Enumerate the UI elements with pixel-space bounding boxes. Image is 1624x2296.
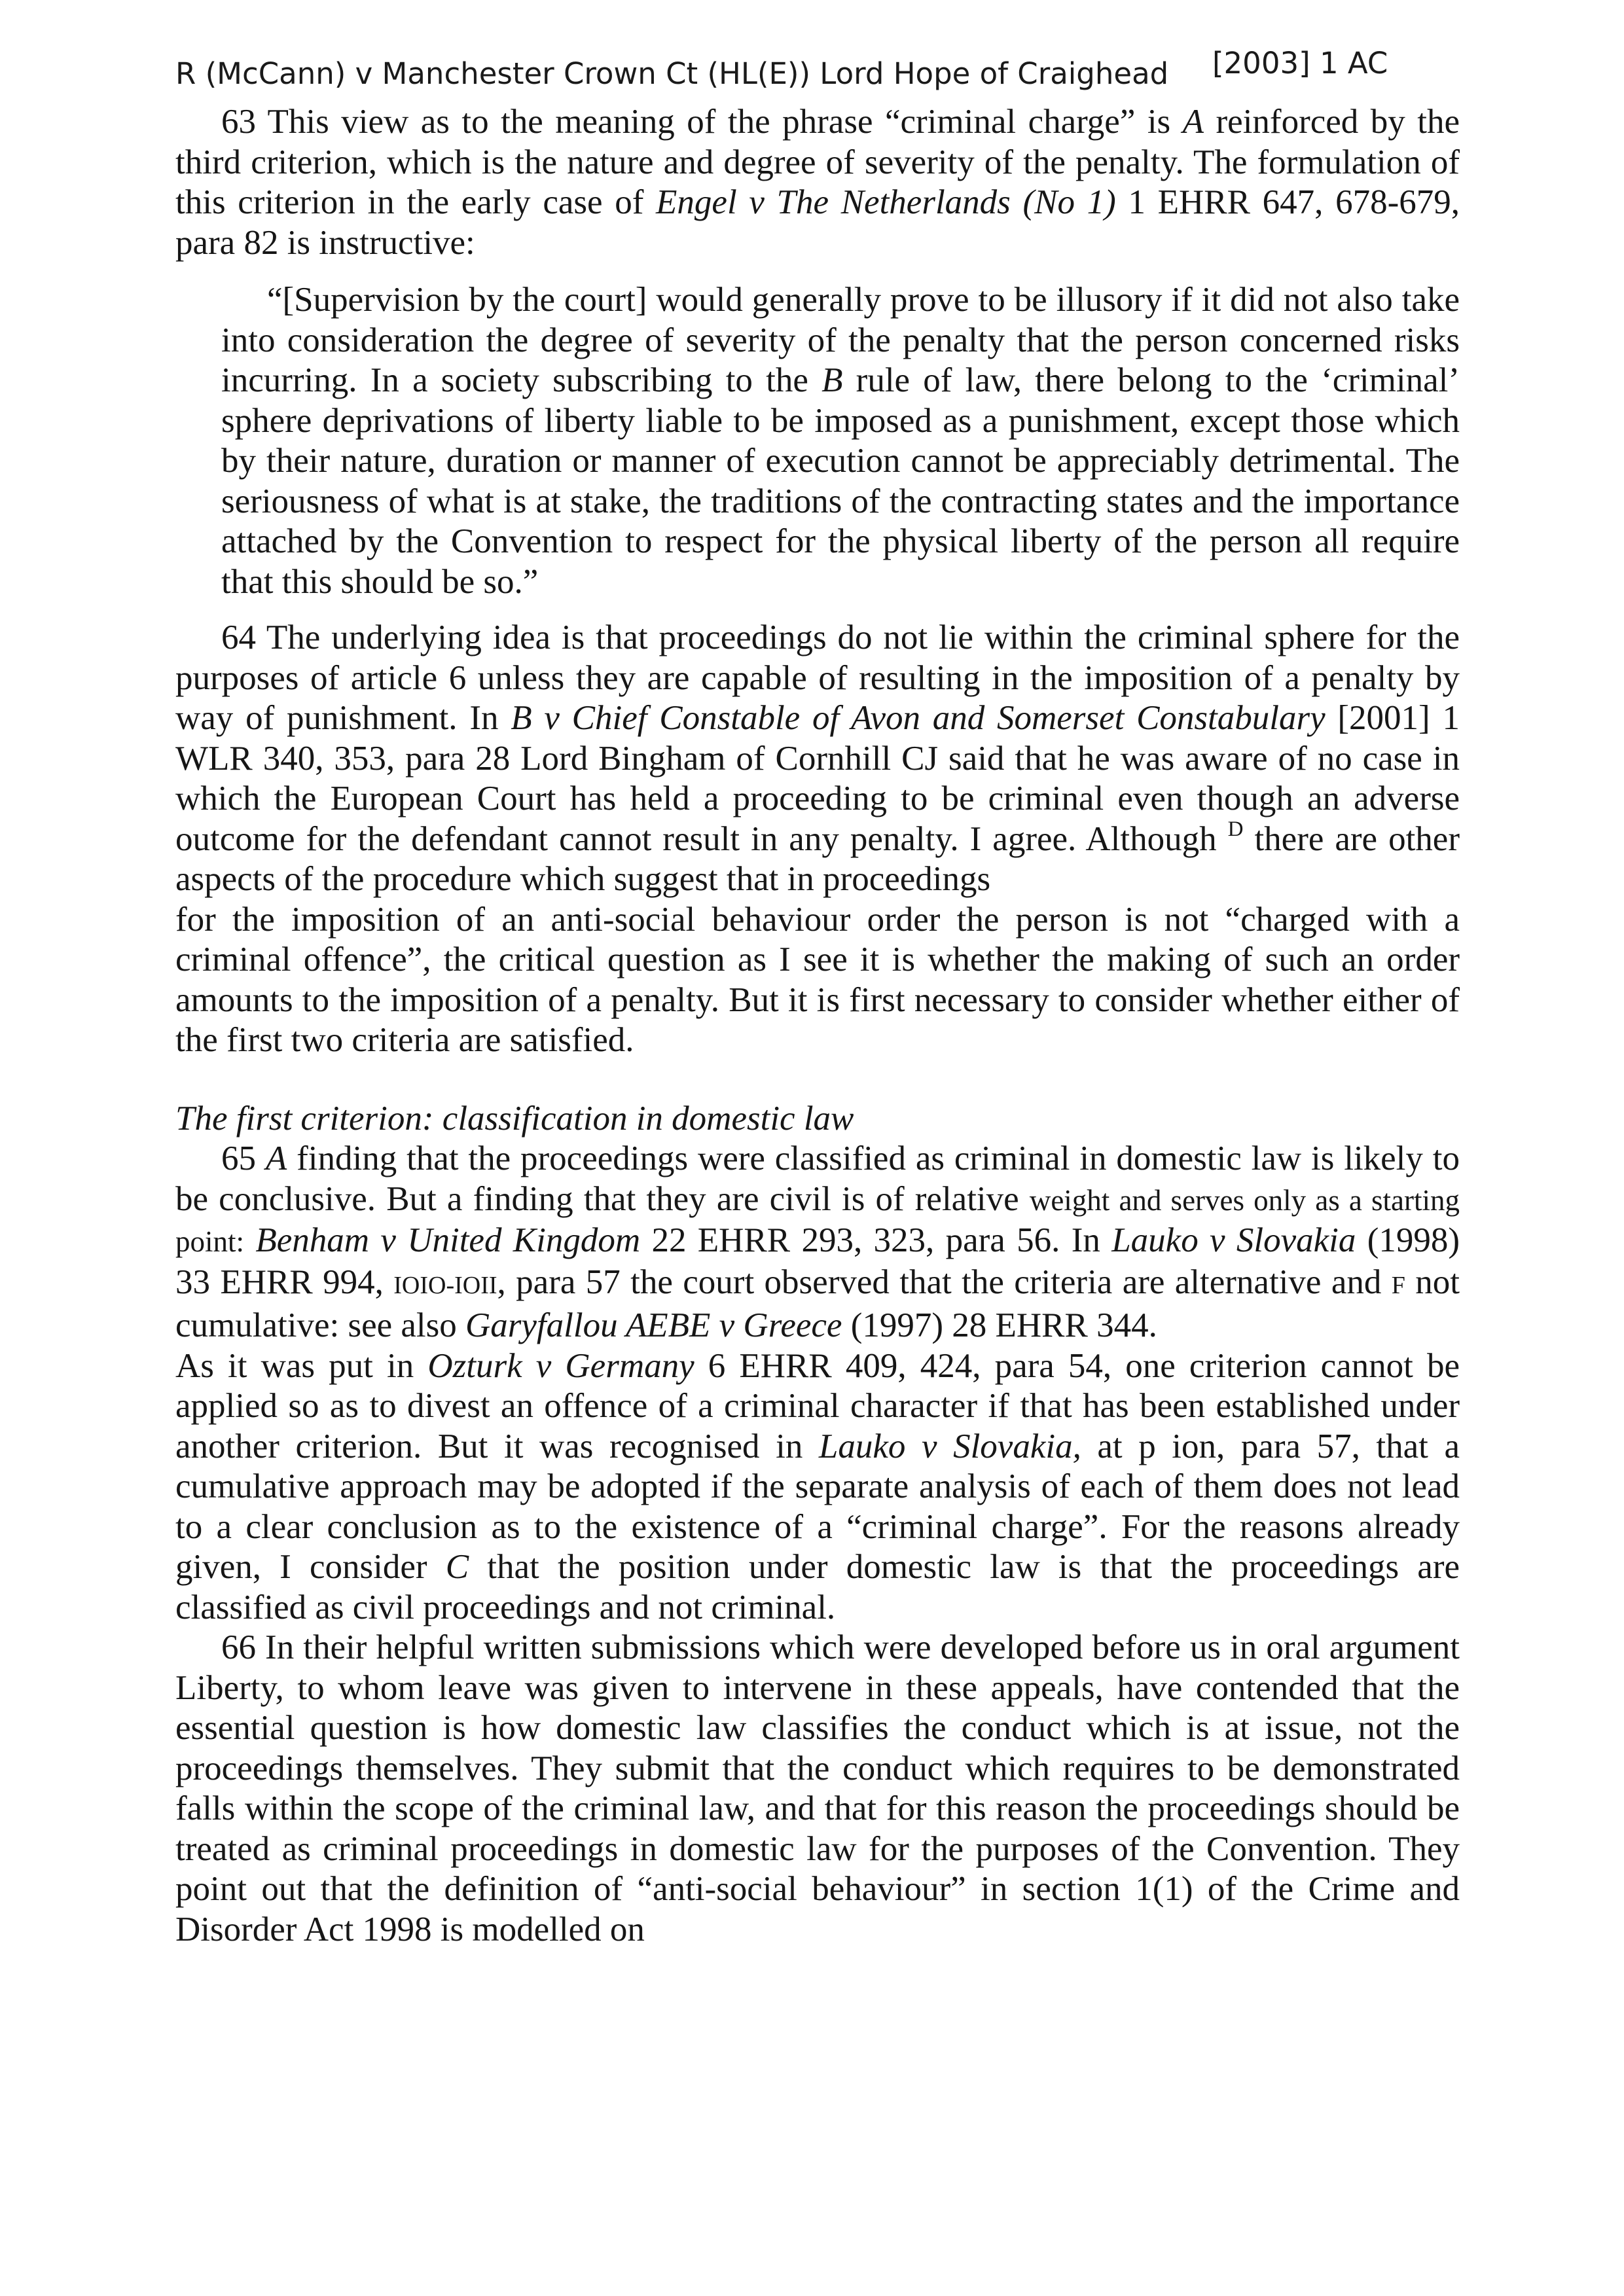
- italic-text-run: A: [1182, 103, 1204, 141]
- text-run: [2001] 1 WLR 340, 353, para 28 Lord Bingham of Cornhill CJ said that he was aware of no case in which the European Court has held a proceeding to be criminal even though an adverse outcome for the defendant cannot result in any penalty. I agree. Although: [175, 699, 1460, 858]
- italic-text-run: Garyfallou AEBE v Greece: [465, 1306, 842, 1344]
- text-run: weight and serves only as a starting point:: [175, 1183, 1460, 1258]
- italic-text-run: Lauko v Slovakia,: [818, 1427, 1081, 1465]
- case-citation-header: R (McCann) v Manchester Crown Ct (HL(E)) Lord Hope of Craighead: [175, 56, 1169, 91]
- margin-letter: D: [1227, 817, 1244, 841]
- paragraph-66: [175, 1628, 1460, 1950]
- italic-text-run: A: [265, 1139, 287, 1177]
- text-run: “[Supervision by the court] would generally prove to be illusory if it did not also take into consideration the degree of severity of the penalty that the person concerned risks incurring. In a society subscribing to the: [221, 281, 1460, 399]
- text-run: reinforced by the third criterion, which is the nature and degree of severity of the penalty. The formulation of this criterion in the early case of: [175, 103, 1460, 221]
- text-run: (1998) 33 EHRR 994,: [175, 1221, 1460, 1301]
- text-run: 22 EHRR 293, 323, para 56. In: [640, 1221, 1112, 1259]
- paragraph-65-continued: [175, 1346, 1460, 1628]
- text-run: rule of law, there belong to the ‘criminal’ sphere deprivations of liberty liable to be imposed as a punishment, except those which by their nature, duration or manner of execution cannot be appreciably detrimental. The seriousness of what is at stake, the traditions of the contracting states and the importance attached by the Convention to respect for the physical liberty of the person all require that this should be so.”: [221, 361, 1460, 601]
- text-run: there are other aspects of the procedure which suggest that in proceedings: [175, 819, 1460, 898]
- text-run: 64 The underlying idea is that proceedings do not lie within the criminal sphere for the purposes of article 6 unless they are capable of resulting in the imposition of a penalty by way of punishment. In: [175, 619, 1460, 737]
- paragraph-64: [175, 618, 1460, 900]
- text-run: , para 57 the court observed that the criteria are alternative and: [497, 1263, 1392, 1301]
- italic-text-run: Benham v United Kingdom: [255, 1221, 641, 1259]
- italic-text-run: The first criterion: classification in domestic law: [175, 1099, 854, 1138]
- text-run: [244, 1221, 255, 1259]
- text-run: As it was put in: [175, 1346, 428, 1385]
- report-volume-header: [2003] 1 AC: [1212, 46, 1388, 81]
- text-run: 6 EHRR 409, 424, para 54, one criterion cannot be applied so as to divest an offence of a criminal character if that has been established under another criterion. But it was recognised in: [175, 1346, 1460, 1465]
- text-run: 66 In their helpful written submissions which were developed before us in oral argument Liberty, to whom leave was given to intervene in these appeals, have contended that the essential question is how domestic law classifies the conduct which is at issue, not the proceedings themselves. They submit that the conduct which requires to be demonstrated falls within the scope of the criminal law, and that for this reason the proceedings should be treated as criminal proceedings in domestic law for the purposes of the Convention. They point out that the definition of “anti-social behaviour” in section 1(1) of the Crime and Disorder Act 1998 is modelled on: [175, 1628, 1460, 1948]
- paragraph-63: [175, 102, 1460, 263]
- italic-text-run: B: [821, 361, 843, 399]
- text-run: at p ion, para 57, that a cumulative approach may be adopted if the separate analysis of each of them does not lead to a clear conclusion as to the existence of a “criminal charge”. For the reasons already given, I consider: [175, 1427, 1460, 1586]
- text-run: 1 EHRR 647, 678-679, para 82 is instructive:: [175, 183, 1460, 262]
- italic-text-run: Ozturk v Germany: [427, 1346, 695, 1385]
- paragraph-65: [175, 1139, 1460, 1346]
- text-run: 63 This view as to the meaning of the phrase “criminal charge” is: [221, 103, 1183, 141]
- italic-text-run: B v Chief Constable of Avon and Somerset Constabulary: [511, 699, 1326, 737]
- running-header: [175, 39, 1460, 102]
- paragraph-64-continued: [175, 900, 1460, 1061]
- italic-text-run: C: [445, 1548, 469, 1586]
- engel-quotation: [221, 280, 1460, 602]
- text-run: not cumulative: see also: [175, 1263, 1460, 1344]
- text-run: IOIO-IOII: [393, 1271, 497, 1299]
- text-run: for the imposition of an anti-social behaviour order the person is not “charged with a criminal offence”, the critical question as I see it is whether the making of such an order amounts to the imposition of a penalty. But it is first necessary to consider whether either of the first two criteria are satisfied.: [175, 900, 1460, 1059]
- italic-text-run: Lauko v Slovakia: [1111, 1221, 1356, 1259]
- report-body: [175, 102, 1460, 1950]
- text-run: 65: [221, 1139, 266, 1177]
- section-heading-first-criterion: [175, 1099, 1460, 1139]
- text-run: that the position under domestic law is that the proceedings are classified as civil proceedings and not criminal.: [175, 1548, 1460, 1626]
- text-run: F: [1391, 1271, 1405, 1299]
- text-run: finding that the proceedings were classified as criminal in domestic law is likely to be conclusive. But a finding that they are civil is of relative: [175, 1139, 1460, 1218]
- italic-text-run: Engel v The Netherlands (No 1): [656, 183, 1116, 221]
- text-run: (1997) 28 EHRR 344.: [842, 1306, 1157, 1344]
- law-report-page: [175, 39, 1460, 1963]
